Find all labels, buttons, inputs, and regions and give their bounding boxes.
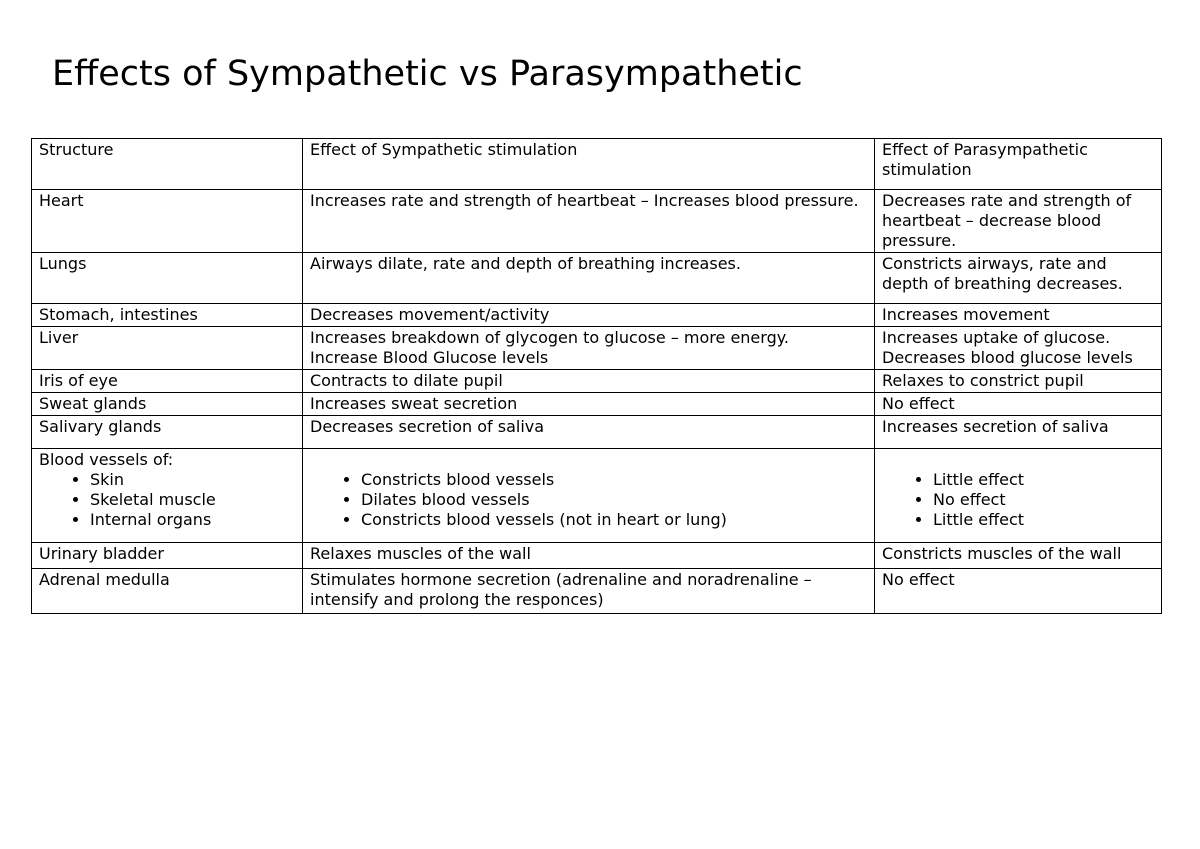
parasympathetic-cell: Relaxes to constrict pupil <box>875 370 1162 393</box>
header-sympathetic: Effect of Sympathetic stimulation <box>303 139 875 190</box>
parasympathetic-cell: No effect <box>875 393 1162 416</box>
table-row-stomach <box>32 304 1162 327</box>
list-item: • Little effect <box>933 510 1154 530</box>
structure-cell: Lungs <box>32 253 303 304</box>
structure-cell: Heart <box>32 190 303 253</box>
parasympathetic-line: Decreases blood glucose levels <box>882 348 1133 367</box>
sympathetic-cell: Relaxes muscles of the wall <box>303 543 875 569</box>
parasympathetic-line: Increases uptake of glucose. <box>882 328 1111 347</box>
sympathetic-line: Increase Blood Glucose levels <box>310 348 549 367</box>
table-row-adrenal-medulla <box>32 569 1162 614</box>
structure-cell: Liver <box>32 327 303 370</box>
table-row-heart <box>32 190 1162 253</box>
sympathetic-cell: Decreases movement/activity <box>303 304 875 327</box>
sympathetic-cell: Increases rate and strength of heartbeat – Increases blood pressure. <box>303 190 875 253</box>
sympathetic-list <box>310 470 867 530</box>
structure-cell: Sweat glands <box>32 393 303 416</box>
sympathetic-cell: Increases sweat secretion <box>303 393 875 416</box>
list-item: • Internal organs <box>90 510 295 530</box>
table-row-blood-vessels <box>32 449 1162 543</box>
parasympathetic-cell: Decreases rate and strength of heartbeat – decrease blood pressure. <box>875 190 1162 253</box>
list-item: • Constricts blood vessels (not in heart or lung) <box>361 510 867 530</box>
sympathetic-cell <box>303 449 875 543</box>
parasympathetic-cell <box>875 449 1162 543</box>
table-row-sweat-glands <box>32 393 1162 416</box>
list-item: • Constricts blood vessels <box>361 470 867 490</box>
sympathetic-cell: Airways dilate, rate and depth of breathing increases. <box>303 253 875 304</box>
sympathetic-cell: Decreases secretion of saliva <box>303 416 875 449</box>
table-header-row <box>32 139 1162 190</box>
list-item: • Skin <box>90 470 295 490</box>
sympathetic-cell <box>303 327 875 370</box>
parasympathetic-cell: Constricts muscles of the wall <box>875 543 1162 569</box>
sympathetic-cell: Contracts to dilate pupil <box>303 370 875 393</box>
effects-table <box>31 138 1162 614</box>
list-item: • Skeletal muscle <box>90 490 295 510</box>
structure-cell: Adrenal medulla <box>32 569 303 614</box>
spacer <box>882 450 1154 470</box>
structure-label: Blood vessels of: <box>39 450 174 469</box>
header-parasympathetic: Effect of Parasympathetic stimulation <box>875 139 1162 190</box>
parasympathetic-list <box>882 470 1154 530</box>
structure-cell: Iris of eye <box>32 370 303 393</box>
table-row-salivary-glands <box>32 416 1162 449</box>
structure-list <box>39 470 295 530</box>
sympathetic-cell: Stimulates hormone secretion (adrenaline and noradrenaline – intensify and prolong the responces) <box>303 569 875 614</box>
parasympathetic-cell: Constricts airways, rate and depth of breathing decreases. <box>875 253 1162 304</box>
page-title: Effects of Sympathetic vs Parasympathetic <box>52 54 803 94</box>
parasympathetic-cell: Increases secretion of saliva <box>875 416 1162 449</box>
spacer <box>310 450 867 470</box>
list-item: • No effect <box>933 490 1154 510</box>
list-item: • Little effect <box>933 470 1154 490</box>
structure-cell: Salivary glands <box>32 416 303 449</box>
list-item: • Dilates blood vessels <box>361 490 867 510</box>
structure-cell: Stomach, intestines <box>32 304 303 327</box>
parasympathetic-cell <box>875 327 1162 370</box>
header-structure: Structure <box>32 139 303 190</box>
table-row-liver <box>32 327 1162 370</box>
parasympathetic-cell: No effect <box>875 569 1162 614</box>
table-row-lungs <box>32 253 1162 304</box>
table-row-urinary-bladder <box>32 543 1162 569</box>
parasympathetic-cell: Increases movement <box>875 304 1162 327</box>
structure-cell <box>32 449 303 543</box>
sympathetic-line: Increases breakdown of glycogen to glucose – more energy. <box>310 328 789 347</box>
structure-cell: Urinary bladder <box>32 543 303 569</box>
table-row-iris <box>32 370 1162 393</box>
